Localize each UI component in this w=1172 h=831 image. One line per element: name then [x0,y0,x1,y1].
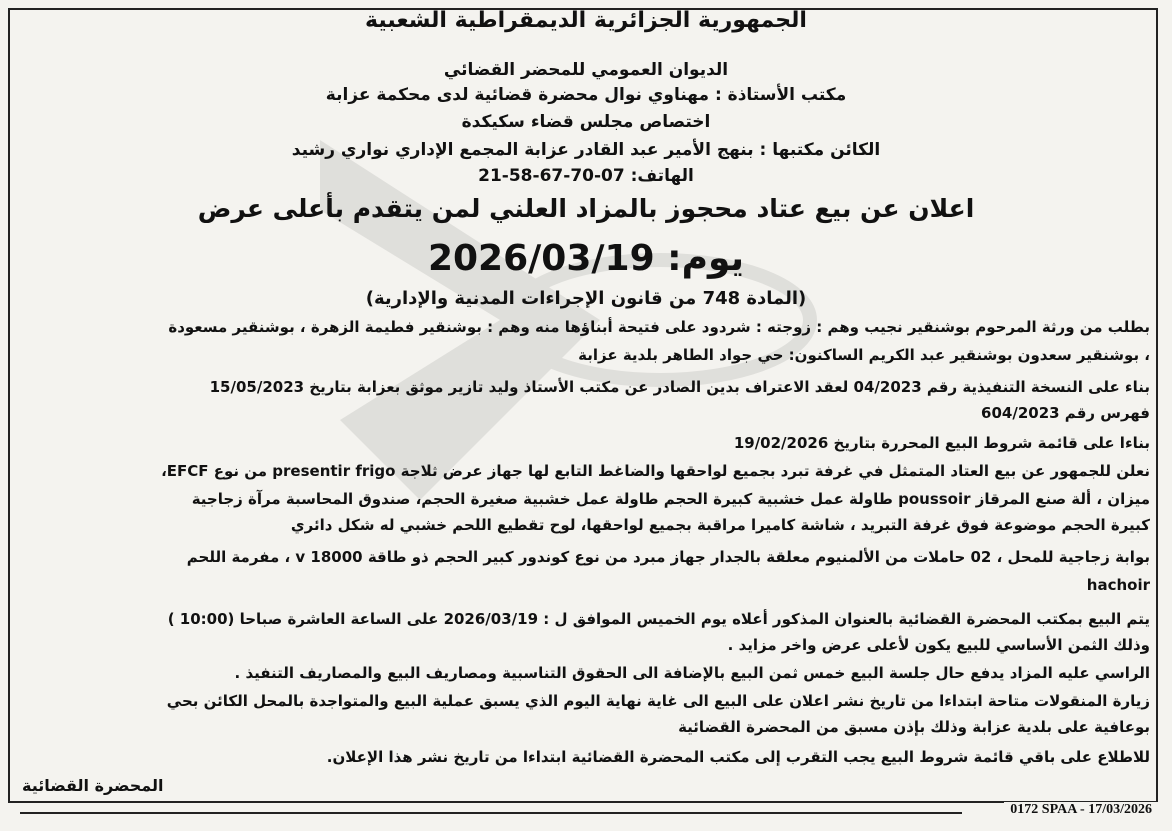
sale-date: يوم: 2026/03/19 [427,238,745,279]
paragraph-items-3: كبيرة الحجم موضوعة فوق غرفة التبريد ، شاشة كاميرا مراقبة بجميع لواحقها، لوح تقطيع اللحم خشبي له شكل دائري [290,516,1150,534]
legal-article: (المادة 748 من قانون الإجراءات المدنية والإدارية) [365,288,807,309]
office-address: الكائن مكتبها : بنهج الأمير عبد القادر عزابة المجمع الإداري نواري رشيد [291,140,881,160]
paragraph-items-2: ميزان ، ألة صنع المرقاز poussoir طاولة عمل خشبية كبيرة الحجم طاولة عمل خشبية صغيرة الحجم، صندوق المحاسبة مرآة زجاجية [191,490,1150,508]
publication-code: 0172 SPAA - 17/03/2026 [1004,802,1158,818]
paragraph-consult: للاطلاع على باقي قائمة شروط البيع يجب التقرب إلى مكتب المحضرة القضائية ابتداءا من تاريخ نشر هذا الإعلان. [326,748,1150,766]
paragraph-visit-cont: بوعافية على بلدية عزابة وذلك بإذن مسبق من المحضرة القضائية [678,718,1150,736]
paragraph-visit: زيارة المنقولات متاحة ابتداءا من تاريخ نشر اعلان على البيع الى غاية نهاية اليوم الذي يسبق عملية البيع والمتواجدة بالمحل الكائن بحي [166,692,1150,710]
paragraph-base-price: وذلك الثمن الأساسي للبيع يكون لأعلى عرض واخر مزايد . [727,636,1150,654]
paragraph-requesters: بطلب من ورثة المرحوم بوشنقير نجيب وهم : زوجته : شردود على فتيحة أبناؤها منه وهم : بوشنقير فطيمة الزهرة ، بوشنقير مسعودة [168,318,1150,336]
office-name: الديوان العمومي للمحضر القضائي [443,60,729,80]
paragraph-conditions: بناءا على قائمة شروط البيع المحررة بتاريخ 19/02/2026 [733,434,1150,452]
republic-heading: الجمهورية الجزائرية الديمقراطية الشعبية [365,8,807,33]
announcement-title: اعلان عن بيع عتاد محجوز بالمزاد العلني لمن يتقدم بأعلى عرض [197,194,975,223]
paragraph-items-4: بوابة زجاجية للمحل ، 02 حاملات من الألمنيوم معلقة بالجدار جهاز مبرد من نوع كوندور كبير الحجم ذو طاقة v 18000 ، مفرمة اللحم [186,548,1150,566]
paragraph-payment: الراسي عليه المزاد يدفع حال جلسة البيع خمس ثمن البيع بالإضافة الى الحقوق التناسبية ومصاريف البيع والمصاريف التنفيذ . [234,664,1150,682]
paragraph-items: نعلن للجمهور عن بيع العتاد المتمثل في غرفة تبرد بجميع لواحقها والضاغط التابع لها جهاز عرض ثلاجة presentir frigo من نوع EFCF، [161,462,1150,480]
paragraph-index: فهرس رقم 604/2023 [981,404,1150,422]
bailiff-name: مكتب الأستاذة : مهناوي نوال محضرة قضائية لدى محكمة عزابة [325,85,847,105]
signature: المحضرة القضائية [22,776,164,795]
footer-rule [20,812,962,814]
jurisdiction: اختصاص مجلس قضاء سكيكدة [461,112,711,132]
paragraph-sale-time: يتم البيع بمكتب المحضرة القضائية بالعنوان المذكور أعلاه يوم الخميس الموافق ل : 2026/03/19 على الساعة العاشرة صباحا (10:00 ) [167,610,1150,628]
paragraph-enforcement: بناء على النسخة التنفيذية رقم 04/2023 لعقد الاعتراف بدين الصادر عن مكتب الأستاذ وليد تازير موثق بعزابة بتاريخ 15/05/2023 [209,378,1150,396]
paragraph-requesters-cont: ، بوشنقير سعدون بوشنقير عبد الكريم الساكنون: حي جواد الطاهر بلدية عزابة [578,346,1150,364]
office-phone: الهاتف: 07-70-67-58-21 [478,166,694,186]
paragraph-items-5: hachoir [1086,576,1150,594]
